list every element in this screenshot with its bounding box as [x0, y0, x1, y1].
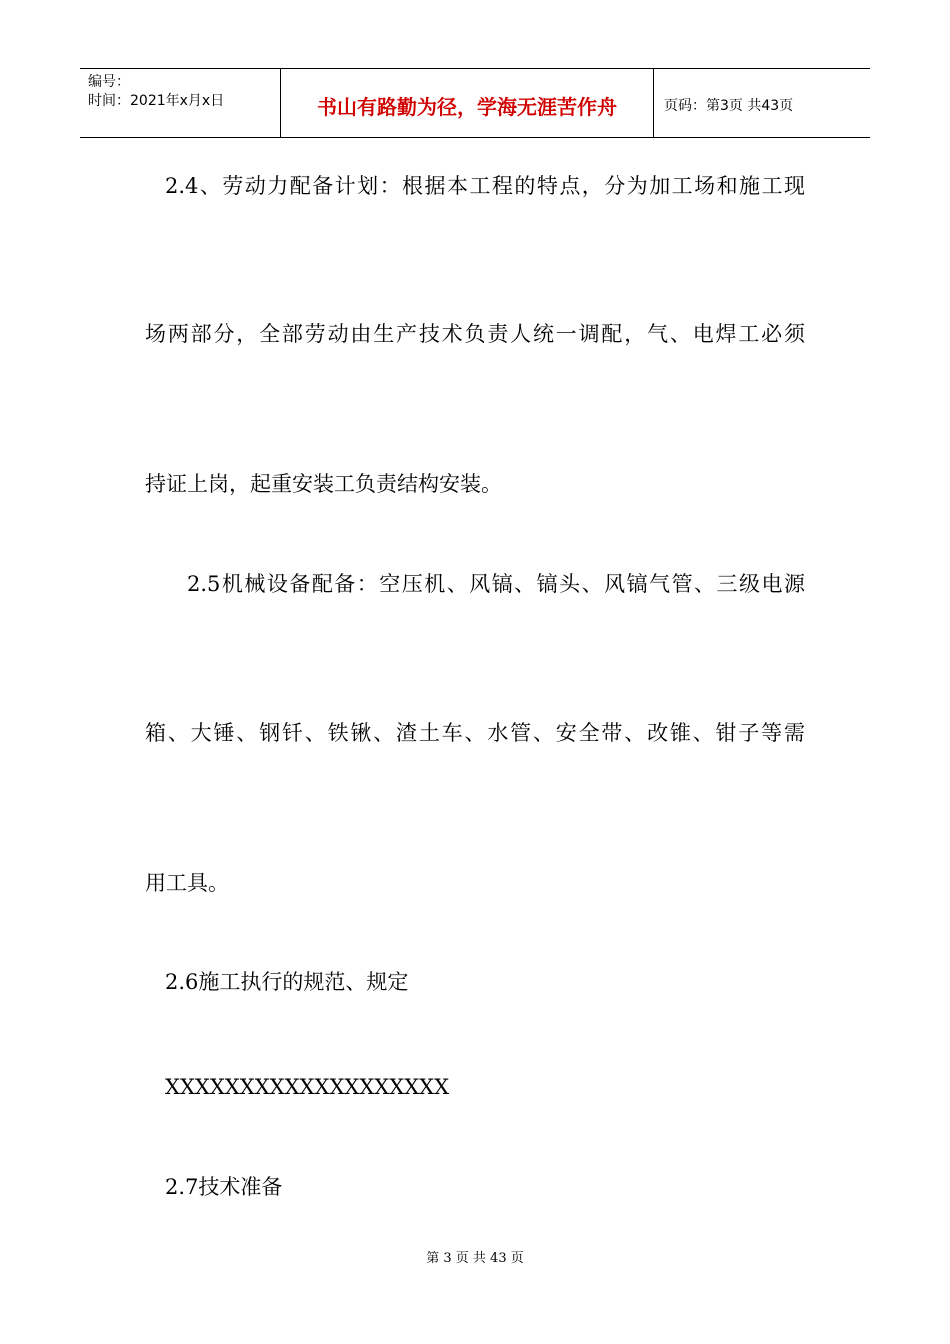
section-heading: 2.7技术准备	[165, 1175, 283, 1199]
paragraph-line: 2.5机械设备配备：空压机、风镐、镐头、风镐气管、三级电源	[187, 572, 805, 596]
header-meta-cell	[80, 69, 281, 137]
paragraph-line: 持证上岗，起重安装工负责结构安装。	[145, 472, 502, 496]
serial-number-label: 编号：	[88, 74, 130, 90]
footer-page-number: 第 3 页 共 43 页	[426, 1251, 524, 1266]
date-label: 时间：2021年x月x日	[88, 93, 225, 109]
section-heading: 2.6施工执行的规范、规定	[165, 970, 409, 994]
header-page-cell	[654, 69, 870, 137]
page-info: 页码：第3页 共43页	[664, 98, 794, 114]
page-header	[80, 68, 870, 138]
paragraph-line: 用工具。	[145, 871, 229, 895]
header-motto-cell	[281, 69, 654, 137]
paragraph-line: 场两部分，全部劳动由生产技术负责人统一调配，气、电焊工必须	[145, 322, 805, 346]
motto-text: 书山有路勤为径，学海无涯苦作舟	[317, 94, 617, 119]
paragraph-line: 2.4、劳动力配备计划：根据本工程的特点，分为加工场和施工现	[165, 174, 805, 198]
paragraph-line: 箱、大锤、钢钎、铁锹、渣土车、水管、安全带、改锥、钳子等需	[145, 721, 805, 745]
page-footer	[0, 1247, 950, 1266]
placeholder-text: XXXXXXXXXXXXXXXXXXX	[165, 1075, 450, 1099]
